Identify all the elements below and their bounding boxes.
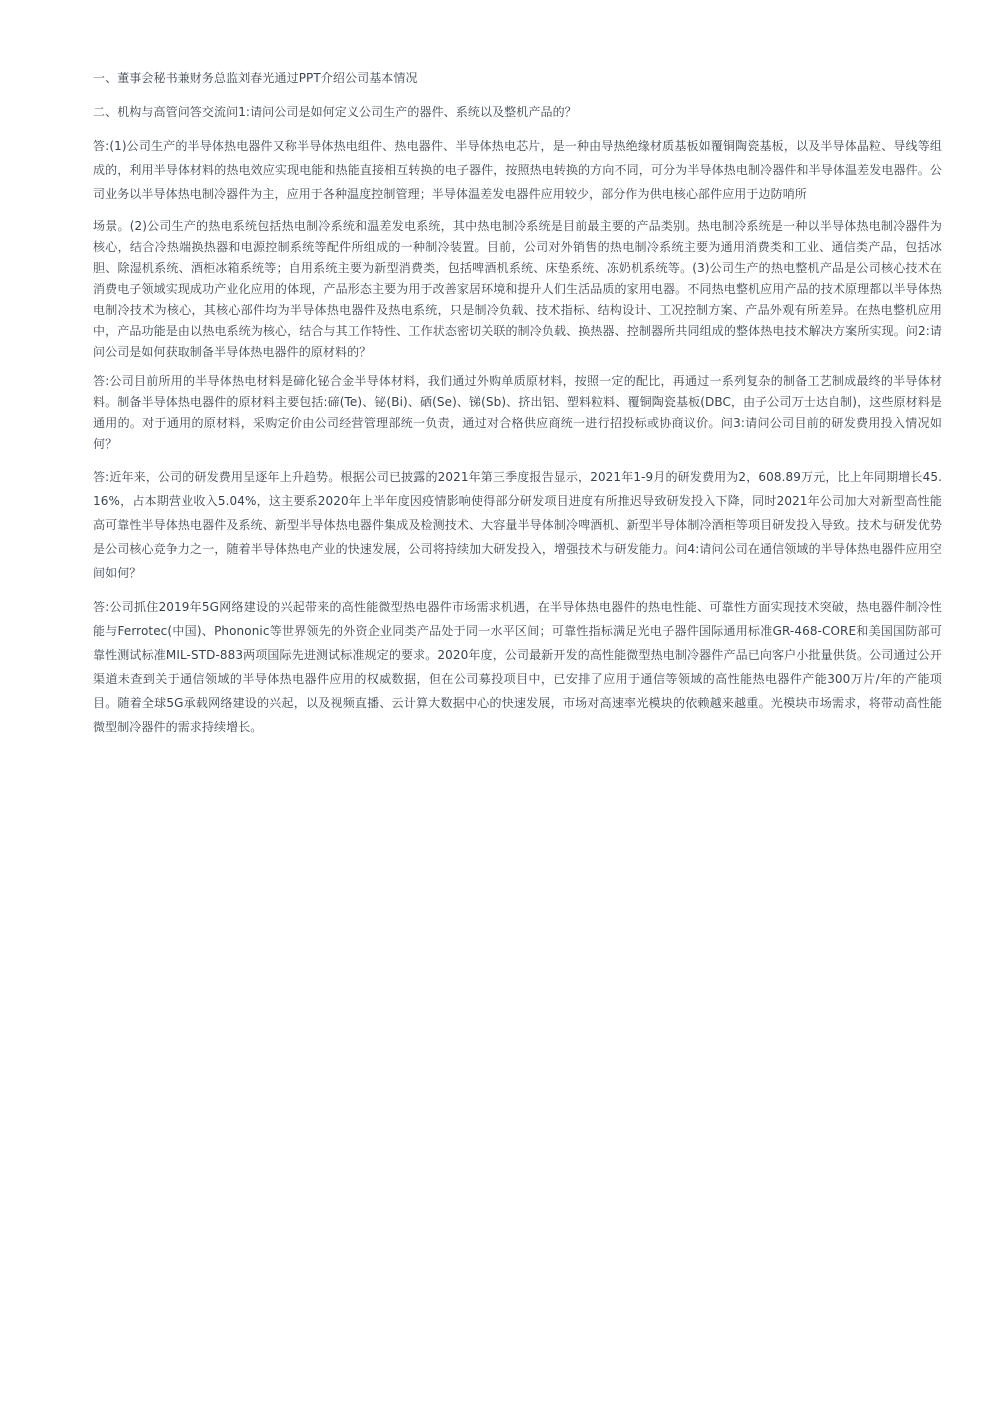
- section-heading-intro: 一、董事会秘书兼财务总监刘春光通过PPT介绍公司基本情况: [93, 71, 418, 85]
- answer-paragraph-1-continued: 场景。(2)公司生产的热电系统包括热电制冷系统和温差发电系统，其中热电制冷系统是目前最主要的产品类别。热电制冷系统是一种以半导体热电制冷器件为核心，结合冷热端换热器和电源控制系统等配件所组成的一种制冷装置。目前，公司对外销售的热电制冷系统主要为通用消费类和工业、通信类产品，包括冰胆、除湿机系统、酒柜冰箱系统等；自用系统主要为新型消费类，包括啤酒机系统、床垫系统、冻奶机系统等。(3)公司生产的热电整机产品是公司核心技术在消费电子领域实现成功产业化应用的体现，产品形态主要为用于改善家居环境和提升人们生活品质的家用电器。不同热电整机应用产品的技术原理都以半导体热电制冷技术为核心，其核心部件均为半导体热电器件及热电系统，只是制冷负载、技术指标、结构设计、工况控制方案、产品外观有所差异。在热电整机应用中，产品功能是由以热电系统为核心，结合与其工作特性、工作状态密切关联的制冷负载、换热器、控制器所共同组成的整体热电技术解决方案所实现。问2:请问公司是如何获取制备半导体热电器件的原材料的？: [93, 219, 942, 359]
- answer-paragraph-1: 答:(1)公司生产的半导体热电器件又称半导体热电组件、热电器件、半导体热电芯片，是一种由导热绝缘材质基板如覆铜陶瓷基板，以及半导体晶粒、导线等组成的，利用半导体材料的热电效应实现电能和热能直接相互转换的电子器件，按照热电转换的方向不同，可分为半导体热电制冷器件和半导体温差发电器件。公司业务以半导体热电制冷器件为主，应用于各种温度控制管理；半导体温差发电器件应用较少，部分作为供电核心部件应用于边防哨所: [93, 139, 942, 201]
- section-heading-qa: 二、机构与高管问答交流问1:请问公司是如何定义公司生产的器件、系统以及整机产品的？: [93, 105, 577, 119]
- answer-paragraph-3: 答:近年来，公司的研发费用呈逐年上升趋势。根据公司已披露的2021年第三季度报告显示，2021年1-9月的研发费用为2，608.89万元，比上年同期增长45.16%，占本期营业收入5.04%，这主要系2020年上半年度因疫情影响使得部分研发项目进度有所推迟导致研发投入下降，同时2021年公司加大对新型高性能高可靠性半导体热电器件及系统、新型半导体热电器件集成及检测技术、大容量半导体制冷啤酒机、新型半导体制冷酒柜等项目研发投入导致。技术与研发优势是公司核心竞争力之一，随着半导体热电产业的快速发展，公司将持续加大研发投入，增强技术与研发能力。问4:请问公司在通信领域的半导体热电器件应用空间如何？: [93, 470, 942, 580]
- answer-paragraph-4: 答:公司抓住2019年5G网络建设的兴起带来的高性能微型热电器件市场需求机遇，在半导体热电器件的热电性能、可靠性方面实现技术突破，热电器件制冷性能与Ferrotec(中国)、Phononic等世界领先的外资企业同类产品处于同一水平区间；可靠性指标满足光电子器件国际通用标准GR-468-CORE和美国国防部可靠性测试标准MIL-STD-883两项国际先进测试标准规定的要求。2020年度，公司最新开发的高性能微型热电制冷器件产品已向客户小批量供货。公司通过公开渠道未查到关于通信领域的半导体热电器件应用的权威数据，但在公司募投项目中，已安排了应用于通信等领域的高性能热电器件产能300万片/年的产能项目。随着全球5G承载网络建设的兴起，以及视频直播、云计算大数据中心的快速发展，市场对高速率光模块的依赖越来越重。光模块市场需求，将带动高性能微型制冷器件的需求持续增长。: [93, 600, 942, 734]
- answer-paragraph-2: 答:公司目前所用的半导体热电材料是碲化铋合金半导体材料，我们通过外购单质原材料，按照一定的配比，再通过一系列复杂的制备工艺制成最终的半导体材料。制备半导体热电器件的原材料主要包括:碲(Te)、铋(Bi)、硒(Se)、锑(Sb)、挤出铝、塑料粒料、覆铜陶瓷基板(DBC，由子公司万士达自制)，这些原材料是通用的。对于通用的原材料，采购定价由公司经营管理部统一负责，通过对合格供应商统一进行招投标或协商议价。问3:请问公司目前的研发费用投入情况如何？: [93, 374, 942, 451]
- document-body: [93, 66, 942, 739]
